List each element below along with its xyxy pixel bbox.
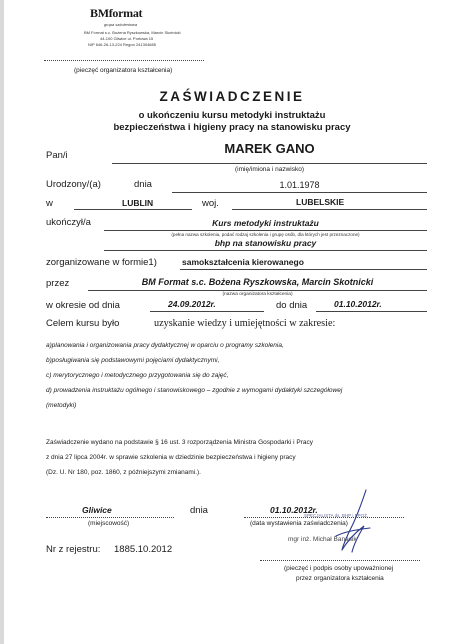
period-to-label: do dnia	[276, 300, 308, 311]
period-from-line	[150, 311, 264, 312]
signature-stamp-line-2: mgr inż. Michał Banasik	[288, 536, 357, 543]
organizer-label: przez	[46, 278, 70, 289]
person-name: MAREK GANO	[224, 141, 315, 156]
person-line	[112, 163, 427, 164]
goal-item-c: c) merytorycznego i metodycznego przygotowania się do zajęć,	[46, 372, 229, 379]
course-caption: (pełna nazwa szkolenia, podać rodzaj szkolenia i grupę osób, dla których jest przeznaczone)	[171, 232, 360, 237]
birth-date: 1.01.1978	[279, 180, 320, 190]
goal-item-a: a)planowania i organizowania pracy dydaktycznej w oparciu o programy szkolenia,	[46, 342, 284, 349]
page-title: ZAŚWIADCZENIE	[159, 89, 305, 104]
organizer-caption: (nazwa organizatora kształcenia)	[222, 292, 293, 297]
period-from: 24.09.2012r.	[168, 299, 216, 309]
course-line-2	[104, 250, 427, 251]
stamp-line-3: NIP 646-26-13-224 Regon 241304685	[88, 42, 156, 47]
person-name-caption: (imię/imiona i nazwisko)	[235, 166, 304, 173]
birth-place-line	[74, 209, 192, 210]
legal-line-1: Zaświadczenie wydano na podstawie § 16 ust. 3 rozporządzenia Ministra Gospodarki i Pracy	[46, 439, 313, 446]
legal-line-2: z dnia 27 lipca 2004r. w sprawie szkolenia w dziedzinie bezpieczeństwa i higieny pracy	[46, 454, 296, 461]
stamp-line-1: BM Format s.c. Bożena Ryszkowska, Marcin Skotnicki	[84, 30, 181, 35]
issue-date-caption: (data wystawienia zaświadczenia)	[250, 520, 348, 527]
form-value: samokształcenia kierowanego	[182, 257, 304, 267]
period-label: w okresie od dnia	[46, 300, 120, 311]
issue-day-label: dnia	[190, 505, 208, 516]
person-label: Pan/i	[46, 150, 68, 161]
stamp-caption: (pieczęć organizatora kształcenia)	[74, 67, 173, 74]
issue-place-caption: (miejscowość)	[88, 520, 130, 527]
voivodeship-line	[232, 209, 427, 210]
voivodeship: LUBELSKIE	[296, 197, 345, 207]
issue-place-line	[46, 517, 174, 518]
signature-scribble	[314, 486, 386, 556]
period-to-line	[316, 311, 427, 312]
birth-place: LUBLIN	[122, 198, 154, 208]
registry-value: 1885.10.2012	[114, 544, 173, 555]
signature-caption-1: (pieczęć i podpis osoby upoważnionej	[284, 565, 394, 572]
birth-label: Urodzony/(a)	[46, 179, 101, 190]
signature-line	[260, 560, 420, 561]
birth-date-line	[172, 192, 427, 193]
subtitle-line-1: o ukończeniu kursu metodyki instruktażu	[138, 110, 326, 121]
stamp-logo: BMformat	[90, 6, 143, 20]
signature-stamp-line-1: SPECJALISTA ds. BHP i PPOŻ.	[304, 513, 369, 518]
registry-label: Nr z rejestru:	[46, 544, 101, 555]
course-name-line-2: bhp na stanowisku pracy	[214, 238, 317, 248]
signature-caption-2: przez organizatora kształcenia	[296, 575, 384, 582]
stamp-logo-sub: grupa szkoleniowa	[104, 22, 138, 27]
birth-place-label: w	[46, 198, 53, 209]
course-label: ukończył/a	[46, 217, 91, 228]
stamp-line-2: 44-100 Gliwice ul. Portowa 15	[100, 36, 154, 41]
period-to: 01.10.2012r.	[334, 299, 382, 309]
goal-item-d-cont: (metodyki)	[46, 402, 77, 409]
organizer-value: BM Format s.c. Bożena Ryszkowska, Marcin Skotnicki	[141, 277, 374, 287]
form-line	[180, 269, 427, 270]
voivodeship-label: woj.	[202, 198, 219, 209]
form-label: zorganizowane w formie1)	[46, 257, 157, 268]
goal-label: Celem kursu było	[46, 318, 120, 329]
issue-place: Gliwice	[82, 505, 112, 515]
course-name-line-1: Kurs metodyki instruktażu	[212, 218, 319, 228]
organizer-line	[88, 290, 427, 291]
stamp-dotline	[44, 60, 204, 61]
birth-day-label: dnia	[134, 179, 152, 190]
issue-date: 01.10.2012r.	[270, 505, 318, 515]
legal-line-3: (Dz. U. Nr 180, poz. 1860, z późniejszymi zmianami.).	[46, 469, 201, 476]
certificate-page	[4, 0, 460, 644]
goal-item-b: b)posługiwania się podstawowymi pojęciami dydaktycznymi,	[46, 357, 220, 364]
goal-item-d: d) prowadzenia instruktażu ogólnego i stanowiskowego – zgodnie z wymogami dydaktyki szczegółowej	[46, 387, 343, 394]
subtitle-line-2: bezpieczeństwa i higieny pracy na stanowisku pracy	[113, 122, 351, 133]
goal-value: uzyskanie wiedzy i umiejętności w zakresie:	[154, 318, 336, 329]
course-line-1	[104, 230, 427, 231]
